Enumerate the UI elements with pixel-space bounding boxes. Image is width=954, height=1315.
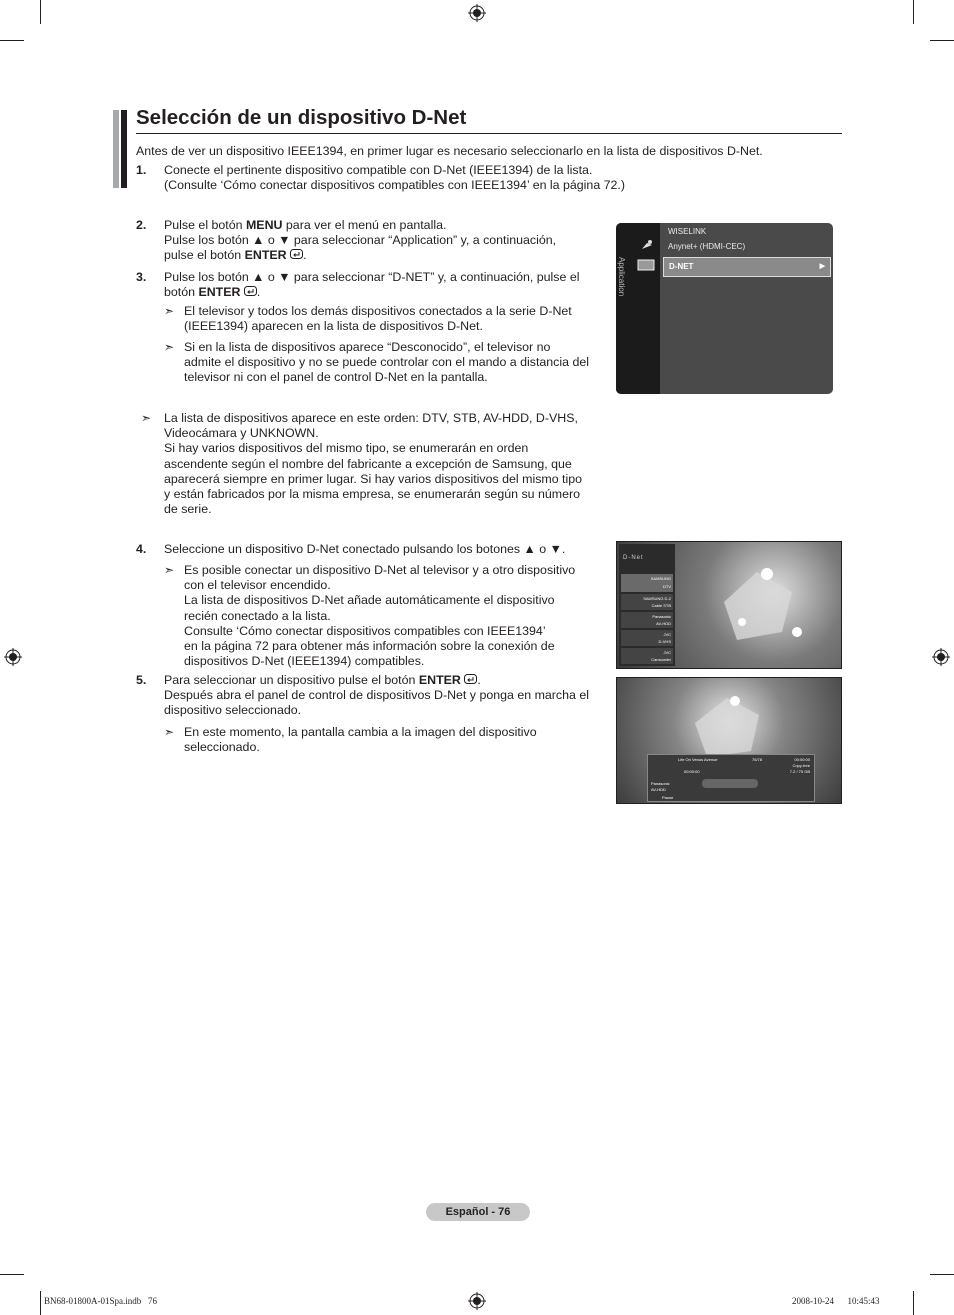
step-2-text-c: pulse el botón [164,248,245,263]
step-4-text: Seleccione un dispositivo D-Net conectado pulsando los botones ▲ o ▼. [164,542,566,556]
device-maker: SAMSUNG [650,576,671,581]
step-5-note [184,725,604,755]
note-line: recién conectado a la lista. [184,608,331,623]
track-title: Life On Venus Avenue [678,757,718,762]
enter-key: ENTER [418,673,461,687]
step-2-text-a: Pulse el botón [164,218,246,232]
note-arrow-icon: ➣ [164,340,175,354]
step-3-line: Pulse los botón ▲ o ▼ para seleccionar “D-NET” y, a continuación, pulse el [164,270,580,284]
note-line: y están fabricados por la misma empresa, se enumerarán según su número [164,487,580,502]
elapsed-time: 00:00:00 [684,769,700,774]
dnet-player-screenshot [616,677,842,804]
menu-item-dnet-label: D-NET [669,262,694,271]
note-line: (IEEE1394) aparecen en la lista de dispositivos D-Net. [184,319,483,334]
title-rule [136,133,842,134]
step-3-text-b-end: . [256,285,261,300]
enter-icon [290,249,303,259]
crop-mark [913,1291,914,1315]
step-2-text [164,218,604,264]
playback-controls[interactable] [702,779,758,788]
crop-mark [930,1274,954,1275]
device-type: AV-HDD [651,787,666,792]
dnet-header: D-Net [623,555,644,561]
step-number: 4. [136,542,147,556]
note-line: aparecerá siempre en primer lugar. Si hay varios dispositivos del mismo tipo [164,471,583,486]
device-type: Cable STB [651,603,671,608]
device-maker: Panasonic [652,614,671,619]
file-info: BN68-01800A-01Spa.indb 76 [44,1296,157,1306]
step-number: 3. [136,270,147,284]
device-type: DTV [663,584,671,589]
title-accent-bar [121,110,127,188]
note-line: La lista de dispositivos aparece en este orden: DTV, STB, AV-HDD, D-VHS, [164,411,578,425]
step-1-line: (Consulte ‘Cómo conectar dispositivos compatibles con IEEE1394’ en la página 72.) [164,178,626,193]
step-5-line [164,673,614,688]
note-line: Si en la lista de dispositivos aparece “Desconocido”, el televisor no [184,340,551,354]
note-line: ascendente según el nombre del fabricante a excepción de Samsung, que [164,456,572,471]
step-4-note [184,563,604,669]
crop-mark [0,40,24,41]
note-arrow-icon: ➣ [164,563,175,577]
step-3-line [164,285,604,300]
step-1-text [164,163,764,193]
step-number: 5. [136,673,147,687]
crop-mark [913,0,914,24]
cube-graphic [687,693,767,763]
copy-status: Copy-free [792,763,810,768]
step-5-text-a-end: . [477,673,481,687]
dnet-device[interactable] [621,594,673,610]
step-3-text [164,270,604,300]
page-number: Español - 76 [426,1203,530,1221]
title-accent-bar [113,110,119,188]
step-5-line: Después abra el panel de control de dispositivos D-Net y ponga en marcha el [164,688,589,703]
capacity: 7.2 / 75 GB [789,769,810,774]
enter-key: ENTER [244,248,287,263]
note-line: Es posible conectar un dispositivo D-Net al televisor y a otro dispositivo [184,563,576,577]
page-title: Selección de un dispositivo D-Net [136,106,467,129]
note-line: En este momento, la pantalla cambia a la imagen del dispositivo [184,725,537,739]
step-2-line [164,218,604,233]
note-arrow-icon: ➣ [164,304,175,318]
device-maker: JVC [663,632,671,637]
print-date: 2008-10-24 10:45:43 [792,1296,880,1306]
application-menu-screenshot [616,223,833,394]
note-line: de serie. [164,502,212,517]
dnet-device-list-screenshot [616,541,842,669]
device-type: AV-HDD [656,621,671,626]
note-arrow-icon: ➣ [164,725,175,739]
device-type: D-VHS [658,639,671,644]
device-order-note [164,411,614,517]
note-line: Si hay varios dispositivos del mismo tipo, se enumerarán en orden [164,441,529,456]
registration-mark-icon [932,648,950,666]
satellite-icon [640,239,654,251]
step-number: 1. [136,163,147,177]
registration-mark-icon [4,648,22,666]
step-2-text-a-end: para ver el menú en pantalla. [282,218,447,232]
crop-mark [930,40,954,41]
device-maker: Panasonic [651,781,670,786]
dnet-device[interactable] [621,630,673,646]
menu-item-anynet[interactable]: Anynet+ (HDMI-CEC) [668,242,746,251]
note-line: Consulte ‘Cómo conectar dispositivos compatibles con IEEE1394’ [184,623,546,638]
device-maker: JVC [663,650,671,655]
menu-side-label: Application [617,257,626,297]
note-line: El televisor y todos los demás dispositivos conectados a la serie D-Net [184,304,572,318]
menu-item-dnet[interactable] [663,257,831,277]
application-icon [637,259,655,271]
note-line: con el televisor encendido. [184,578,331,593]
dnet-device[interactable] [621,574,673,592]
menu-key: MENU [245,218,283,232]
note-line: dispositivos D-Net (IEEE1394) compatibles. [184,654,425,669]
playback-status: Pause [662,795,674,800]
cube-graphic [712,562,802,652]
step-3-text-b: botón [164,285,199,300]
play-arrow-icon: ▶ [819,263,825,270]
step-2-text-c-end: . [303,248,307,263]
enter-icon [464,674,477,684]
note-line: seleccionado. [184,740,260,755]
note-line: en la página 72 para obtener más información sobre la conexión de [184,639,555,654]
step-5-line: dispositivo seleccionado. [164,703,302,718]
crop-mark [0,1274,24,1275]
intro-text: Antes de ver un dispositivo IEEE1394, en primer lugar es necesario seleccionarlo en la lista de dispositivos D-Net. [136,144,763,158]
player-panel [647,754,815,802]
crop-mark [40,1291,41,1315]
enter-key: ENTER [198,285,241,300]
note-line: televisor ni con el panel de control D-Net en la pantalla. [184,370,488,385]
step-5-text [164,673,614,719]
track-count: 76/78 [752,757,763,762]
note-arrow-icon: ➣ [141,411,152,425]
step-3-note-1 [184,304,604,334]
dnet-device[interactable] [621,648,673,664]
step-5-text-a: Para seleccionar un dispositivo pulse el botón [164,673,419,687]
step-number: 2. [136,218,147,232]
note-line: Videocámara y UNKNOWN. [164,426,319,441]
note-line: La lista de dispositivos D-Net añade automáticamente el dispositivo [184,593,555,608]
step-1-line: Conecte el pertinente dispositivo compatible con D-Net (IEEE1394) de la lista. [164,163,593,177]
crop-mark [40,0,41,24]
step-2-line: Pulse los botón ▲ o ▼ para seleccionar “Application” y, a continuación, [164,233,557,248]
time-total: 00:00:00 [794,757,810,762]
registration-mark-icon [468,4,486,22]
device-type: Camcorder [651,657,671,662]
note-line: admite el dispositivo y no se puede controlar con el mando a distancia del [184,355,590,370]
step-2-line [164,248,604,263]
dnet-list-panel [619,544,675,666]
dnet-device[interactable] [621,612,673,628]
enter-icon [244,286,257,296]
device-maker: SAMSUNG D-2 [643,596,671,601]
registration-mark-icon [468,1292,486,1310]
menu-sidebar [616,223,660,394]
menu-item-wiselink[interactable]: WISELINK [668,227,707,236]
step-3-note-2 [184,340,614,386]
